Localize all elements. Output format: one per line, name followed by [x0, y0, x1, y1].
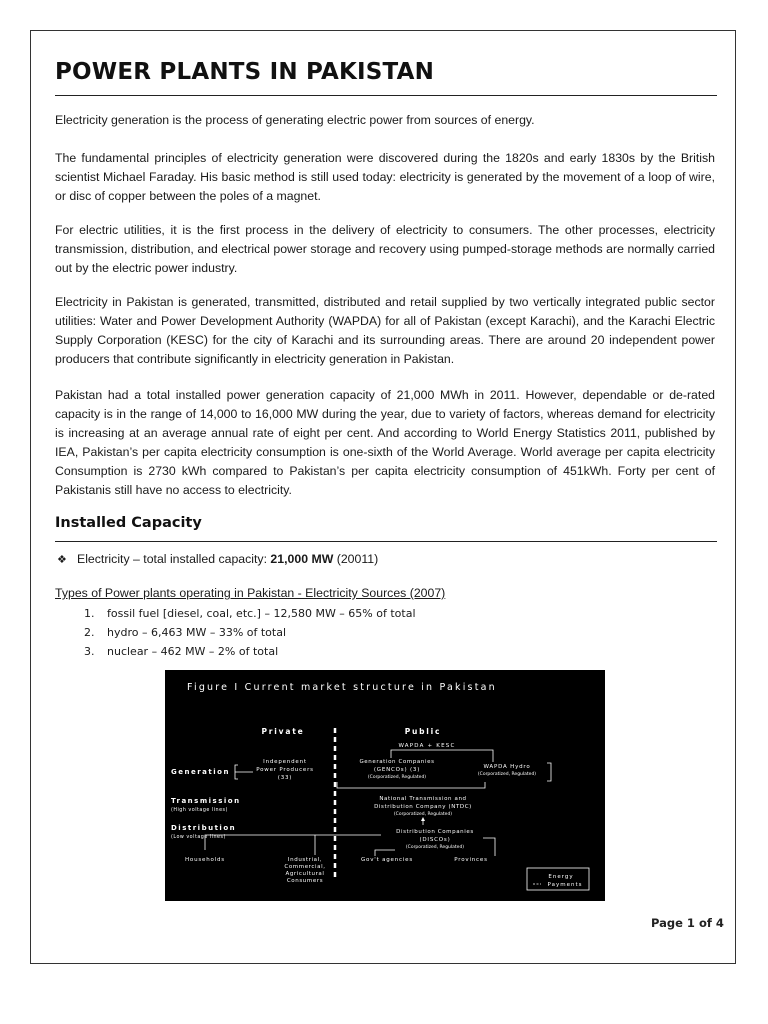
page-current: 1	[686, 916, 695, 930]
genco-label-2: (GENCOs) (3)	[373, 767, 421, 773]
transmission-row-sublabel: (High voltage lines)	[171, 808, 228, 813]
ipp-label-3: (33)	[277, 775, 293, 781]
page-of: of	[694, 916, 716, 930]
genco-label-3: (Corporatized, Regulated)	[367, 775, 427, 780]
wapda-hydro-label-1: WAPDA Hydro	[483, 764, 531, 770]
disco-to-households-line	[205, 835, 381, 850]
paragraph-3: For electric utilities, it is the first process in the delivery of electricity to consumers. The other processes, electricity transmission, distribution, and electrical power storage and recovery using pumped-storage methods are normally carried out by the electric power industry.	[55, 223, 715, 275]
hydro-bracket	[547, 763, 551, 781]
paragraph-4: Electricity in Pakistan is generated, transmitted, distributed and retail supplied by two vertically integrated public sector utilities: Water and Power Development Authority (WAPDA) for all of Pakistan (except Karachi), and the Karachi Electric Supply Corporation (KESC) for the city of Karachi and its surrounding areas. There are around 20 independent power producers that contribute significantly in electricity generation in Pakistan.	[55, 295, 715, 366]
ipp-label-2: Power Producers	[256, 767, 314, 773]
page-total: 4	[715, 916, 724, 930]
page-number	[651, 916, 724, 930]
sources-list	[84, 604, 416, 661]
provinces-label: Provinces	[454, 857, 488, 863]
industrial-label-1: Industrial,	[287, 857, 323, 863]
disco-label-1: Distribution Companies	[396, 829, 474, 835]
list-number: 3.	[84, 645, 95, 658]
public-header: Public	[404, 727, 442, 736]
ntdc-label-3: (Corporatized, Regulated)	[393, 812, 453, 817]
list-number: 2.	[84, 626, 95, 639]
paragraph-2: The fundamental principles of electricity generation were discovered during the 1820s and early 1830s by the British scientist Michael Faraday. His basic method is still used today: electricity is generated by the movement of a loop of wire, or disc of copper between the poles of a magnet.	[55, 151, 715, 203]
disco-label-3: (Corporatized, Regulated)	[405, 845, 465, 850]
households-label: Households	[185, 857, 225, 863]
disco-to-provinces-line	[483, 838, 495, 856]
list-text: hydro – 6,463 MW – 33% of total	[107, 626, 287, 639]
document-title: POWER PLANTS IN PAKISTAN	[55, 59, 435, 85]
list-text: nuclear – 462 MW – 2% of total	[107, 645, 279, 658]
legend-energy-label: Energy	[548, 874, 574, 880]
diamond-bullet-icon: ❖	[57, 554, 67, 566]
capacity-bullet-suffix: (20011)	[333, 552, 379, 566]
generation-to-ntdc-line	[337, 782, 485, 788]
disco-to-govt-line	[375, 850, 395, 856]
ntdc-disco-arrowhead	[421, 817, 425, 821]
list-item	[84, 642, 416, 661]
distribution-row-label: Distribution	[171, 824, 237, 832]
paragraph-1: Electricity generation is the process of generating electric power from sources of energy.	[55, 113, 535, 127]
ipp-label-1: Independent	[263, 759, 307, 765]
title-rule	[55, 95, 717, 96]
capacity-bullet-prefix: Electricity – total installed capacity:	[77, 552, 271, 566]
list-text: fossil fuel [diesel, coal, etc.] – 12,580 MW – 65% of total	[107, 607, 416, 620]
generation-row-label: Generation	[171, 768, 230, 776]
disco-label-2: (DISCOs)	[419, 837, 451, 843]
page-label: Page	[651, 916, 687, 930]
wapda-hydro-label-2: (Corporatized, Regulated)	[477, 772, 537, 777]
industrial-label-4: Consumers	[286, 878, 324, 884]
list-item	[84, 604, 416, 623]
industrial-label-2: Commercial,	[284, 864, 326, 870]
section-heading-installed-capacity: Installed Capacity	[55, 515, 202, 531]
figure-caption: Figure I Current market structure in Pakistan	[187, 682, 497, 693]
private-header: Private	[261, 727, 305, 736]
market-structure-diagram	[165, 670, 605, 901]
section-rule	[55, 541, 717, 542]
industrial-label-3: Agricultural	[285, 871, 325, 877]
ntdc-label-1: National Transmission and	[379, 796, 467, 802]
ntdc-label-2: Distribution Company (NTDC)	[374, 804, 472, 810]
capacity-bullet-value: 21,000 MW	[270, 552, 334, 566]
list-item	[84, 623, 416, 642]
genco-label-1: Generation Companies	[359, 759, 435, 765]
transmission-row-label: Transmission	[171, 797, 241, 805]
legend-payments-label: Payments	[547, 882, 583, 888]
distribution-row-sublabel: (Low voltage lines)	[171, 835, 226, 840]
paragraph-5: Pakistan had a total installed power generation capacity of 21,000 MWh in 2011. However, dependable or de-rated capacity is in the range of 14,000 to 16,000 MW during the year, due to variety of factors, whereas demand for electricity is increasing at an average annual rate of eight per cent. And according to World Energy Statistics 2011, published by IEA, Pakistan’s per capita electricity consumption is one-sixth of the World Average. World average per capita electricity Consumption is 2730 kWh compared to Pakistan’s per capita electricity consumption of 451kWh. Forty per cent of Pakistanis still have no access to electricity.	[55, 388, 715, 497]
govt-agencies-label: Gov't agencies	[360, 857, 414, 863]
types-heading: Types of Power plants operating in Pakistan - Electricity Sources (2007)	[55, 586, 446, 600]
wapda-kesc-label: WAPDA + KESC	[398, 743, 456, 749]
document-page	[30, 30, 736, 964]
list-number: 1.	[84, 607, 95, 620]
capacity-bullet	[57, 552, 378, 566]
market-structure-figure	[165, 670, 605, 901]
